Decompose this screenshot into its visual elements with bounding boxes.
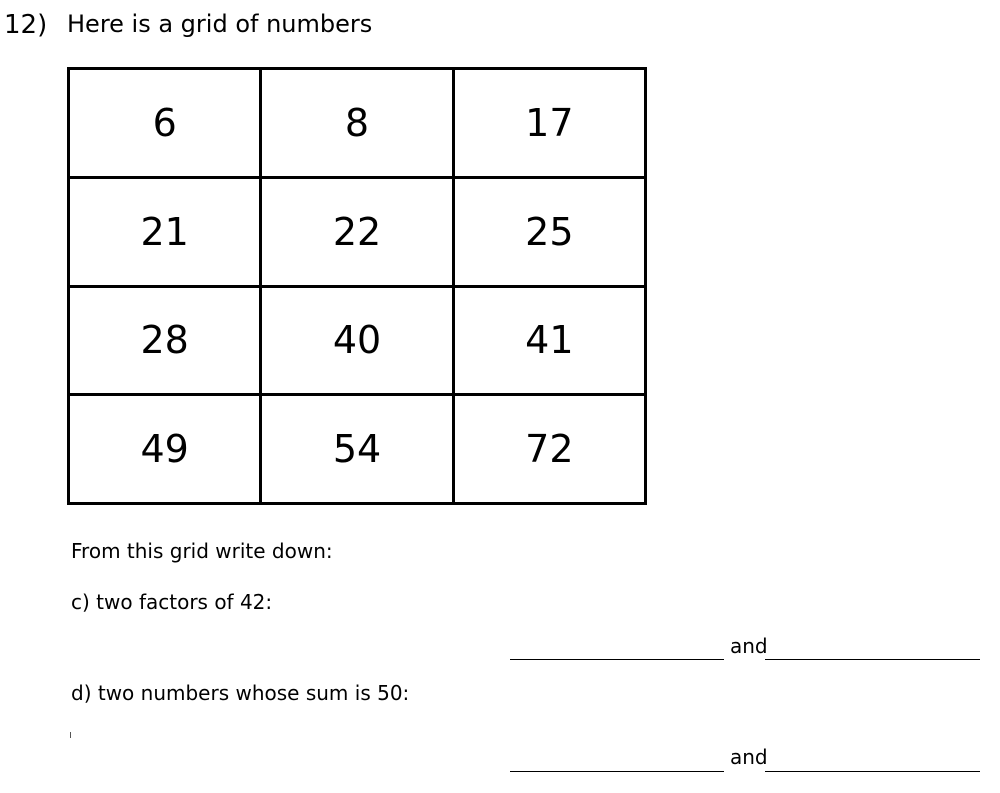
grid-cell: 6 xyxy=(69,69,261,178)
part-d-answer-line-2[interactable] xyxy=(765,771,980,772)
part-c-and-label: and xyxy=(730,634,768,658)
grid-cell: 54 xyxy=(261,395,453,504)
grid-cell: 41 xyxy=(453,286,645,395)
part-c-answer-line-1[interactable] xyxy=(510,659,724,660)
grid-cell: 8 xyxy=(261,69,453,178)
grid-row xyxy=(69,286,646,395)
grid-cell: 28 xyxy=(69,286,261,395)
part-d-and-label: and xyxy=(730,745,768,769)
grid-cell: 25 xyxy=(453,177,645,286)
number-grid xyxy=(67,67,647,505)
question-number: 12) xyxy=(4,10,48,40)
part-c-prompt: c) two factors of 42: xyxy=(71,590,273,614)
part-c-answer-line-2[interactable] xyxy=(765,659,980,660)
grid-cell: 22 xyxy=(261,177,453,286)
grid-cell: 21 xyxy=(69,177,261,286)
instructions-intro: From this grid write down: xyxy=(71,539,333,563)
grid-cell: 49 xyxy=(69,395,261,504)
grid-cell: 17 xyxy=(453,69,645,178)
question-title: Here is a grid of numbers xyxy=(67,10,373,38)
grid-row xyxy=(69,395,646,504)
grid-cell: 40 xyxy=(261,286,453,395)
part-d-answer-line-1[interactable] xyxy=(510,771,724,772)
stray-mark xyxy=(70,732,71,738)
part-d-prompt: d) two numbers whose sum is 50: xyxy=(71,681,410,705)
grid-row xyxy=(69,177,646,286)
grid-row xyxy=(69,69,646,178)
grid-cell: 72 xyxy=(453,395,645,504)
